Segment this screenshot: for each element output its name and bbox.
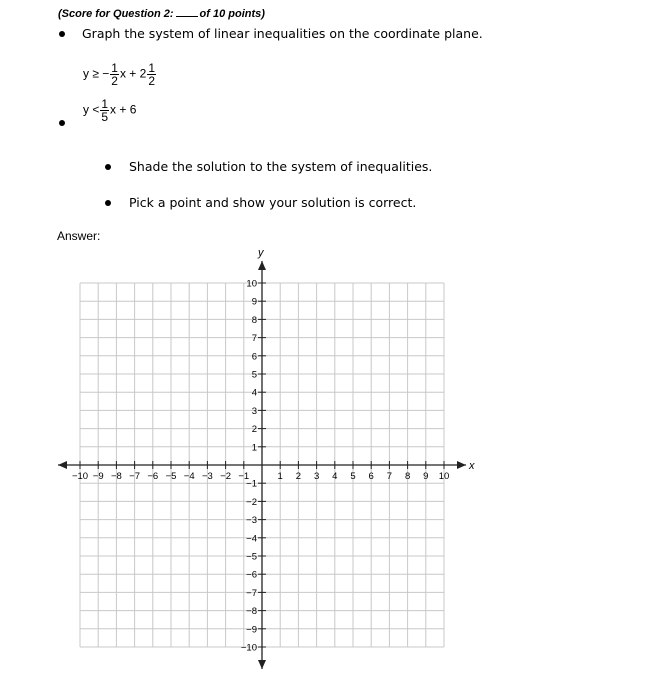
y-tick-label: −8 [246,606,257,618]
x-tick-label: 7 [386,471,393,482]
x-tick-label: −5 [165,471,177,482]
y-axis-arrow-up-icon [258,261,266,270]
x-tick-label: 4 [332,471,338,482]
x-tick-label: 2 [295,471,302,482]
y-tick-label: 10 [246,278,257,290]
y-tick-label: 6 [251,351,257,363]
x-tick-label: 3 [313,471,320,482]
y-axis-arrow-down-icon [258,660,266,669]
y-tick-label: −6 [246,569,257,581]
x-tick-label: 9 [423,471,429,482]
x-tick-label: 1 [277,471,283,482]
x-tick-label: −2 [220,471,232,482]
y-tick-label: −10 [240,642,257,654]
x-tick-label: −7 [129,471,141,482]
sub-item-pick-point: Pick a point and show your solution is correct. [129,195,417,210]
x-tick-label: −9 [92,471,104,482]
x-tick-label: 10 [438,471,450,482]
ineq1-frac-num: 1 [111,61,118,75]
ineq1-mixed-num: 1 [148,61,155,75]
y-tick-label: −4 [246,533,257,545]
y-tick-label: 8 [251,314,257,326]
y-tick-label: 5 [251,369,257,381]
y-tick-label: −5 [246,551,257,563]
x-tick-label: −3 [201,471,213,482]
x-tick-label: −8 [110,471,122,482]
y-tick-label: 7 [251,333,257,345]
y-tick-label: 9 [251,296,257,308]
y-tick-label: 1 [251,442,257,454]
answer-label: Answer: [57,229,101,243]
x-tick-label: −1 [238,471,250,482]
ineq1-mid: x + 2 [119,66,147,81]
x-axis-arrow-right-icon [457,461,466,469]
ineq1-lhs: y ≥ − [83,66,110,81]
ineq2-frac-num: 1 [101,97,109,111]
ineq1-mixed-den: 2 [148,74,155,88]
y-tick-label: −9 [246,624,257,636]
question-prompt: Graph the system of linear inequalities on the coordinate plane. [82,26,483,41]
y-tick-label: −7 [246,587,257,599]
x-tick-label: 5 [350,471,356,482]
score-suffix: of 10 points) [199,8,265,20]
y-axis-label: y [258,247,264,259]
x-axis-label: x [469,460,475,472]
x-tick-label: −6 [147,471,159,482]
y-tick-label: 4 [251,387,257,399]
x-tick-label: 6 [368,471,374,482]
x-tick-label: −10 [71,471,89,482]
y-tick-label: −3 [246,515,257,527]
y-tick-label: −2 [246,496,257,508]
ineq2-rest: x + 6 [110,102,137,117]
y-tick-label: 3 [251,405,257,417]
x-tick-label: 8 [404,471,411,482]
y-tick-label: −1 [246,478,257,490]
score-prefix: (Score for Question 2: [58,8,174,20]
y-tick-label: 2 [251,424,257,436]
sub-item-shade: Shade the solution to the system of inequalities. [129,159,433,174]
x-tick-label: −4 [183,471,195,482]
ineq2-frac-den: 5 [101,110,109,124]
x-axis-arrow-left-icon [58,461,67,469]
ineq2-lhs: y < [83,102,100,117]
ineq1-frac-den: 2 [111,74,118,88]
